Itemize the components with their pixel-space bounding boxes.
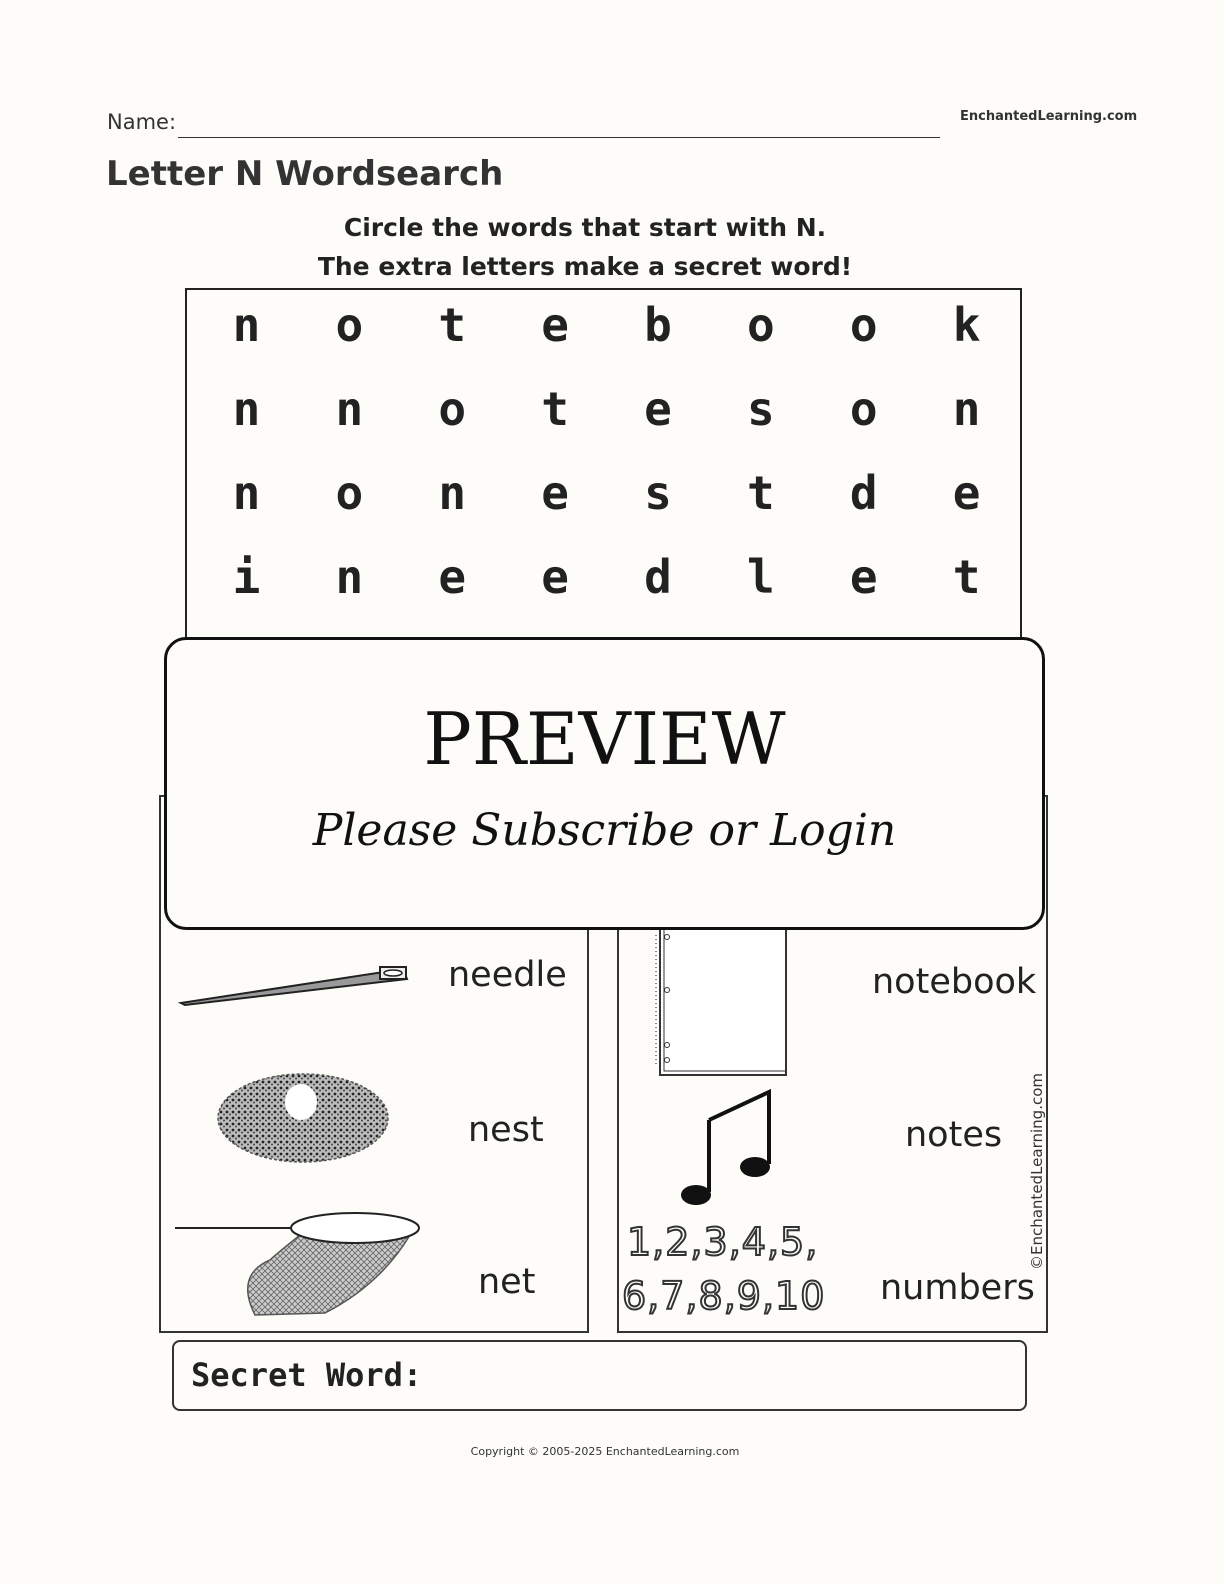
- preview-overlay[interactable]: [164, 637, 1045, 930]
- grid-row: [195, 547, 1018, 607]
- grid-cell: t: [438, 298, 467, 352]
- grid-cell: t: [746, 466, 775, 520]
- grid-cell: o: [746, 298, 775, 352]
- subscribe-login-link[interactable]: Please Subscribe or Login: [312, 805, 897, 856]
- grid-cell: n: [232, 466, 261, 520]
- grid-cell: e: [952, 466, 981, 520]
- grid-cell: s: [746, 382, 775, 436]
- grid-cell: b: [644, 298, 672, 352]
- grid-cell: t: [541, 382, 569, 436]
- name-label: Name:: [107, 110, 177, 134]
- music-notes-icon: [675, 1088, 785, 1213]
- net-icon: [175, 1205, 425, 1320]
- grid-row: [195, 379, 1018, 439]
- grid-cell: n: [438, 466, 467, 520]
- grid-cell: e: [541, 466, 569, 520]
- instruction-line-1: Circle the words that start with N.: [343, 213, 827, 242]
- copyright-text: Copyright © 2005-2025 EnchantedLearning.com: [470, 1445, 740, 1458]
- grid-cell: o: [335, 466, 364, 520]
- grid-cell: e: [541, 550, 569, 604]
- notebook-icon: [648, 925, 793, 1080]
- grid-cell: o: [849, 298, 878, 352]
- grid-cell: o: [438, 382, 467, 436]
- brand-logo-text: EnchantedLearning.com: [960, 109, 1138, 124]
- word-notes: notes: [905, 1115, 1003, 1155]
- grid-cell: n: [335, 550, 364, 604]
- grid-cell: n: [335, 382, 364, 436]
- grid-cell: e: [541, 298, 569, 352]
- grid-cell: s: [644, 466, 672, 520]
- needle-icon: [175, 955, 415, 1015]
- grid-cell: e: [644, 382, 672, 436]
- grid-cell: n: [952, 382, 981, 436]
- page-title: Letter N Wordsearch: [106, 154, 504, 194]
- word-notebook: notebook: [872, 962, 1037, 1002]
- word-nest: nest: [468, 1110, 544, 1150]
- name-line[interactable]: [178, 137, 940, 138]
- numbers-line-2: 6,7,8,9,10: [622, 1274, 826, 1318]
- word-numbers: numbers: [880, 1268, 1035, 1308]
- grid-cell: i: [232, 550, 261, 604]
- numbers-line-1: 1,2,3,4,5,: [627, 1220, 819, 1264]
- grid-row: [195, 295, 1018, 355]
- grid-cell: o: [335, 298, 364, 352]
- grid-cell: o: [849, 382, 878, 436]
- grid-cell: t: [952, 550, 981, 604]
- grid-cell: d: [644, 550, 672, 604]
- grid-cell: l: [746, 550, 775, 604]
- grid-cell: e: [849, 550, 878, 604]
- vertical-brand-text: ©EnchantedLearning.com: [1028, 1073, 1046, 1270]
- grid-cell: k: [952, 298, 981, 352]
- grid-cell: n: [232, 298, 261, 352]
- grid-row: [195, 463, 1018, 523]
- nest-icon: [213, 1068, 393, 1168]
- grid-cell: e: [438, 550, 467, 604]
- secret-word-label: Secret Word:: [191, 1356, 423, 1394]
- preview-title: PREVIEW: [423, 697, 786, 781]
- word-needle: needle: [448, 955, 567, 995]
- word-net: net: [478, 1262, 536, 1302]
- grid-cell: d: [849, 466, 878, 520]
- instruction-line-2: The extra letters make a secret word!: [317, 252, 853, 281]
- grid-cell: n: [232, 382, 261, 436]
